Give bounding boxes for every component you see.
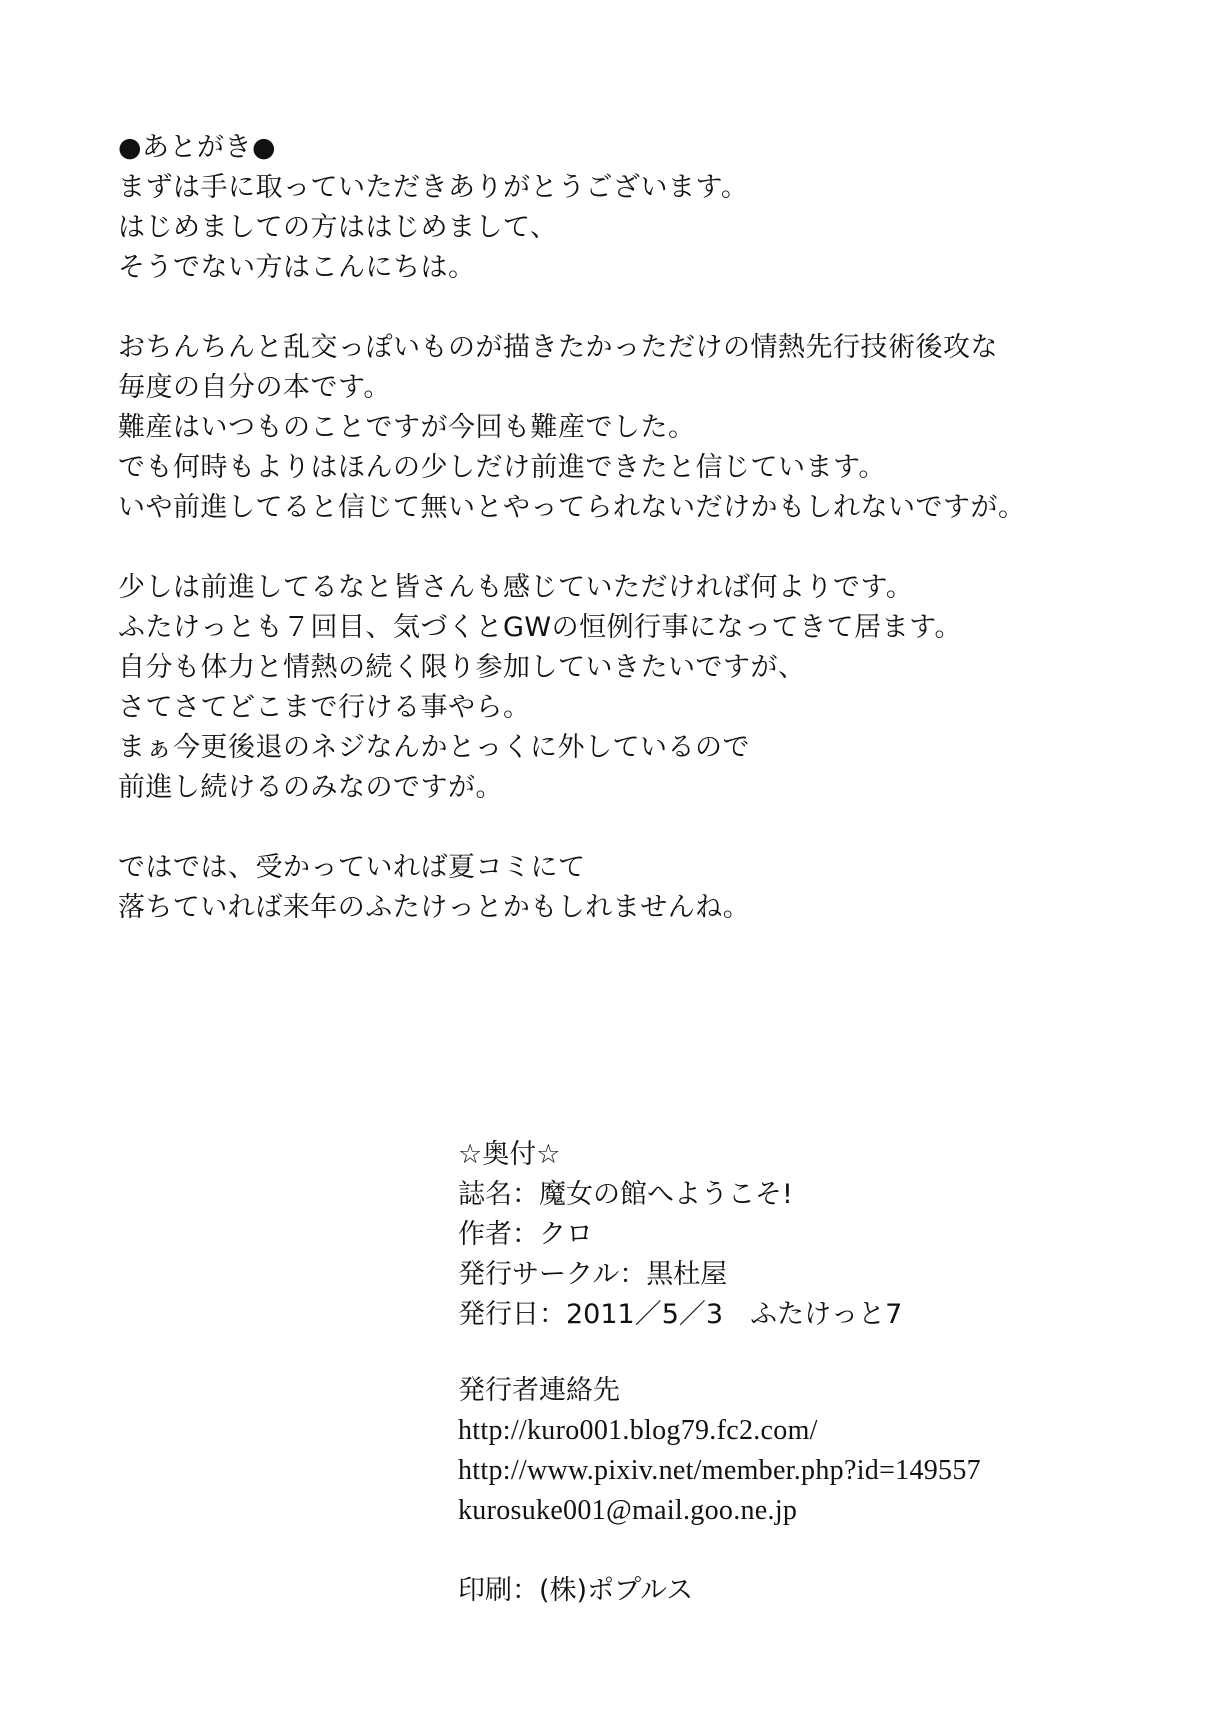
pixiv-url: http://www.pixiv.net/member.php?id=149557 xyxy=(458,1455,981,1486)
printer-line: 印刷：(株)ポプルス xyxy=(458,1575,694,1606)
colophon-date: 発行日：2011／5／3 ふたけっと7 xyxy=(458,1299,903,1330)
email-address: kurosuke001@mail.goo.ne.jp xyxy=(458,1495,798,1526)
afterword-paragraph-3 xyxy=(118,568,1098,808)
afterword-line: さてさてどこまで行ける事やら。 xyxy=(118,692,531,723)
colophon-circle: 発行サークル：黒杜屋 xyxy=(458,1259,728,1290)
colophon-section xyxy=(458,1135,1178,1611)
contact-heading: 発行者連絡先 xyxy=(458,1375,620,1406)
afterword-line: 毎度の自分の本です。 xyxy=(118,372,391,403)
colophon-author: 作者：クロ xyxy=(458,1219,593,1250)
colophon-heading: ☆奥付☆ xyxy=(458,1139,561,1170)
afterword-line: ではでは、受かっていれば夏コミにて xyxy=(118,852,586,883)
afterword-line: まぁ今更後退のネジなんかとっくに外しているので xyxy=(118,732,750,763)
afterword-line: まずは手に取っていただきありがとうございます。 xyxy=(118,172,749,203)
afterword-line: そうでない方はこんにちは。 xyxy=(118,252,476,283)
afterword-line: 落ちていれば来年のふたけっとかもしれませんね。 xyxy=(118,892,751,923)
afterword-line: 自分も体力と情熱の続く限り参加していきたいですが、 xyxy=(118,652,806,683)
afterword-paragraph-1 xyxy=(118,168,1098,288)
afterword-line: 難産はいつものことですが今回も難産でした。 xyxy=(118,412,696,443)
afterword-section xyxy=(118,128,1098,968)
afterword-paragraph-4 xyxy=(118,848,1098,928)
afterword-line: 少しは前進してるなと皆さんも感じていただければ何よりです。 xyxy=(118,572,914,603)
blog-url: http://kuro001.blog79.fc2.com/ xyxy=(458,1415,818,1446)
afterword-line: はじめましての方ははじめまして、 xyxy=(118,212,558,243)
afterword-heading: ●あとがき● xyxy=(118,132,277,163)
afterword-line: でも何時もよりはほんの少しだけ前進できたと信じています。 xyxy=(118,452,886,483)
afterword-paragraph-2 xyxy=(118,328,1098,528)
colophon-title: 誌名：魔女の館へようこそ! xyxy=(458,1179,793,1210)
afterword-line: ふたけっとも７回目、気づくとGWの恒例行事になってきて居ます。 xyxy=(118,612,962,643)
afterword-line: おちんちんと乱交っぽいものが描きたかっただけの情熱先行技術後攻な xyxy=(118,332,998,363)
afterword-line: 前進し続けるのみなのですが。 xyxy=(118,772,503,803)
afterword-line: いや前進してると信じて無いとやってられないだけかもしれないですが。 xyxy=(118,492,1026,523)
